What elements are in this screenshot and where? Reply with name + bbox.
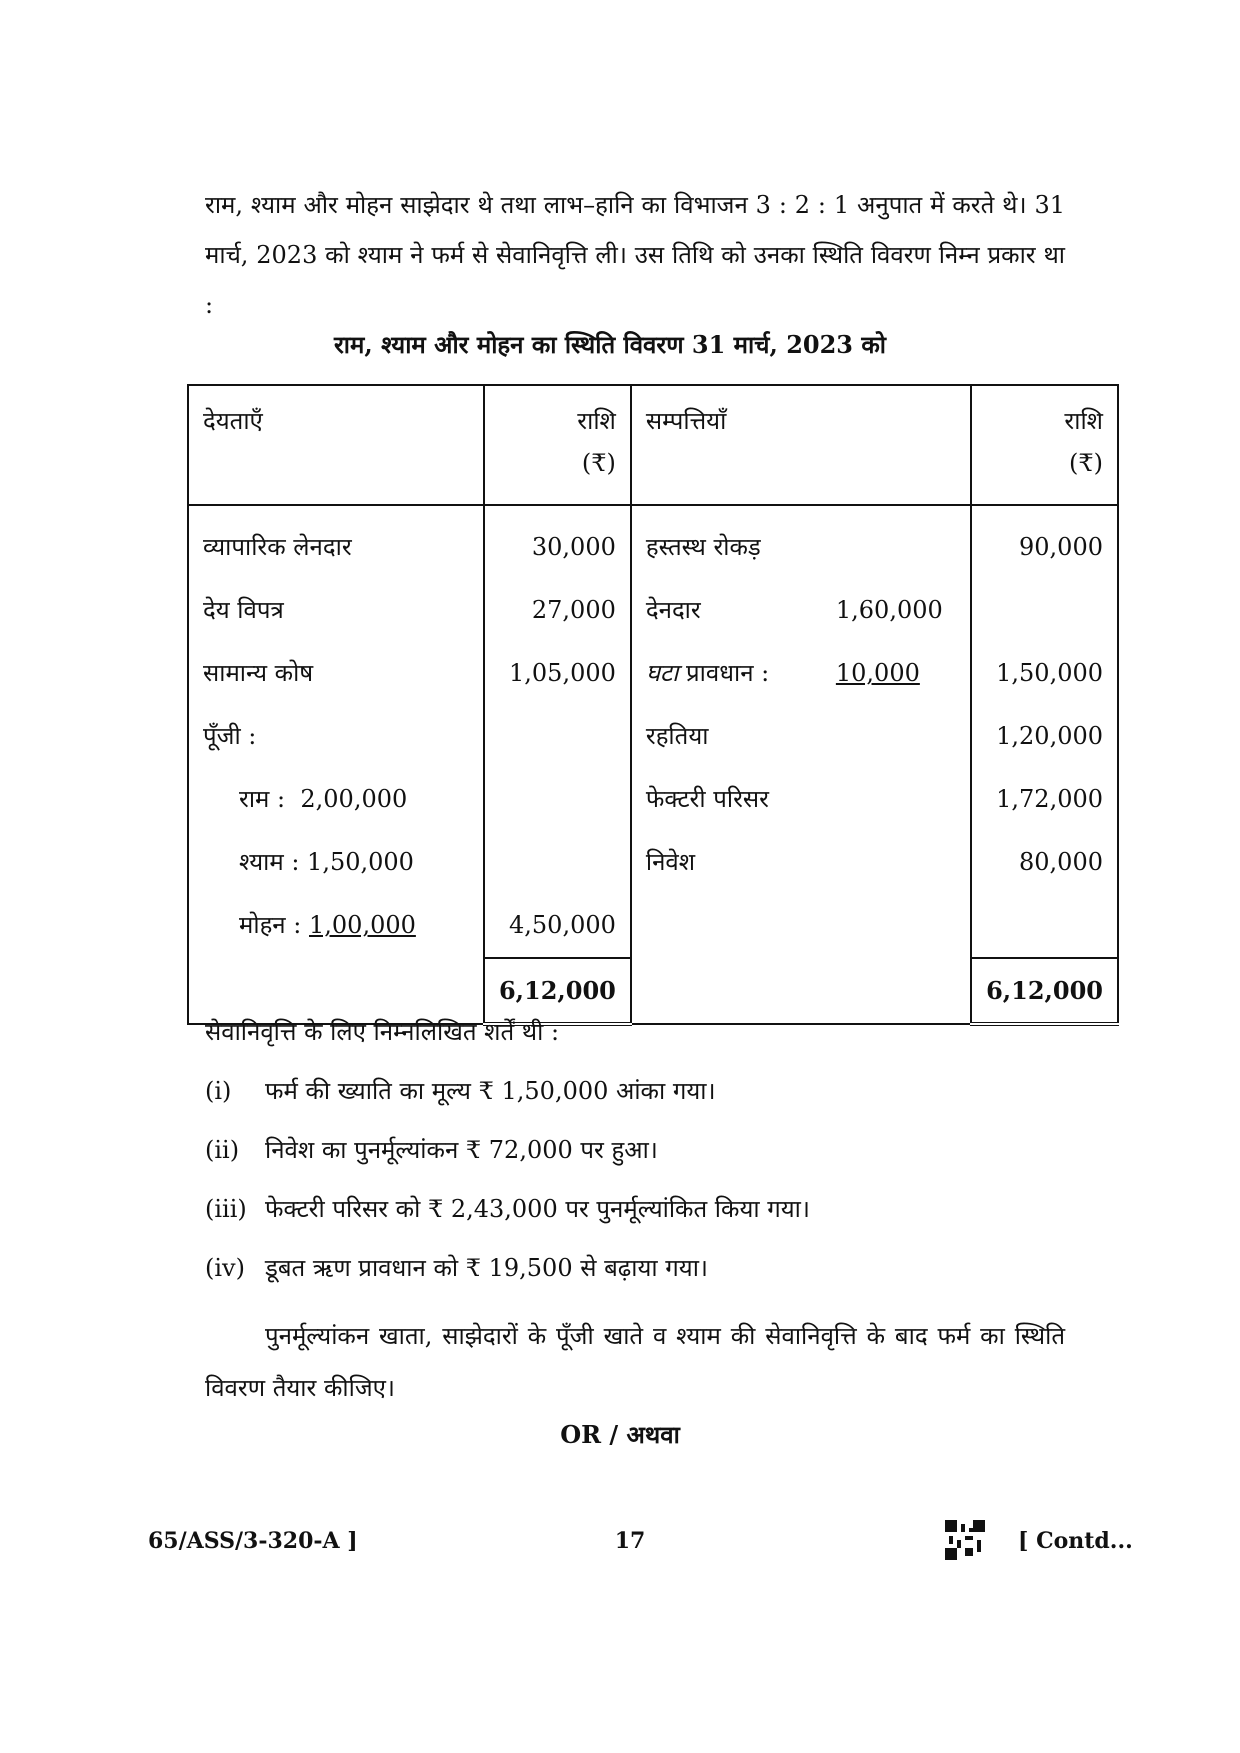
final-instruction: पुनर्मूल्यांकन खाता, साझेदारों के पूँजी खाते व श्याम की सेवानिवृत्ति के बाद फर्म का स्थिति विवरण तैयार कीजिए। bbox=[205, 1322, 1065, 1402]
continued-label: [ Contd... bbox=[1018, 1528, 1133, 1554]
total-assets: 6,12,000 bbox=[971, 958, 1118, 1024]
question-intro: राम, श्याम और मोहन साझेदार थे तथा लाभ–हानि का विभाजन 3 : 2 : 1 अनुपात में करते थे। 31 मार्च, 2023 को श्याम ने फर्म से सेवानिवृत्ति ली। उस तिथि को उनका स्थिति विवरण निम्न प्रकार था : bbox=[205, 191, 1065, 319]
term-number: (ii) bbox=[205, 1136, 240, 1164]
asset-amount bbox=[971, 894, 1118, 958]
liability-amount: 30,000 bbox=[484, 505, 631, 579]
capital-cell bbox=[188, 894, 484, 958]
term-item bbox=[205, 1251, 708, 1284]
table-row bbox=[188, 505, 1118, 579]
term-text: फर्म की ख्याति का मूल्य ₹ 1,50,000 आंका गया। bbox=[265, 1077, 716, 1105]
partner-capital: 2,00,000 bbox=[300, 785, 408, 813]
asset-sub-amount: 1,60,000 bbox=[835, 596, 943, 624]
table-row bbox=[188, 768, 1118, 831]
capital-cell bbox=[188, 768, 484, 831]
balance-sheet-title: राम, श्याम और मोहन का स्थिति विवरण 31 मार्च, 2023 को bbox=[333, 330, 886, 359]
liability-amount bbox=[484, 768, 631, 831]
asset-cell bbox=[631, 579, 971, 642]
term-item bbox=[205, 1074, 716, 1107]
term-text: फेक्टरी परिसर को ₹ 2,43,000 पर पुनर्मूल्यांकित किया गया। bbox=[265, 1195, 810, 1223]
paper-code: 65/ASS/3-320-A ] bbox=[148, 1528, 358, 1554]
asset-amount: 1,72,000 bbox=[971, 768, 1118, 831]
liability-label: व्यापारिक लेनदार bbox=[188, 505, 484, 579]
asset-amount: 1,50,000 bbox=[971, 642, 1118, 705]
table-row bbox=[188, 642, 1118, 705]
liability-amount: 1,05,000 bbox=[484, 642, 631, 705]
asset-label: निवेश bbox=[631, 831, 971, 894]
assets-amount-header: राशि (₹) bbox=[971, 385, 1118, 505]
partner-capital: 1,50,000 bbox=[307, 848, 414, 876]
less-label: घटा bbox=[645, 659, 679, 687]
liability-label: पूँजी : bbox=[188, 705, 484, 768]
term-text: निवेश का पुनर्मूल्यांकन ₹ 72,000 पर हुआ। bbox=[265, 1136, 658, 1164]
total-liabilities: 6,12,000 bbox=[484, 958, 631, 1024]
liability-amount: 4,50,000 bbox=[484, 894, 631, 958]
partner-name: मोहन : bbox=[239, 911, 302, 939]
term-number: (iii) bbox=[205, 1195, 247, 1223]
asset-amount: 1,20,000 bbox=[971, 705, 1118, 768]
asset-label bbox=[631, 894, 971, 958]
term-item bbox=[205, 1192, 810, 1225]
terms-heading: सेवानिवृत्ति के लिए निम्नलिखित शर्तें थी : bbox=[205, 1018, 560, 1046]
or-separator: OR / अथवा bbox=[560, 1420, 680, 1449]
assets-header: सम्पत्तियाँ bbox=[631, 385, 971, 505]
qr-code-icon bbox=[945, 1520, 985, 1560]
asset-amount bbox=[971, 579, 1118, 642]
page-number: 17 bbox=[614, 1528, 646, 1554]
partner-name: श्याम : bbox=[239, 848, 300, 876]
liabilities-amount-header: राशि (₹) bbox=[484, 385, 631, 505]
term-number: (i) bbox=[205, 1077, 232, 1105]
table-row bbox=[188, 831, 1118, 894]
table-row bbox=[188, 894, 1118, 958]
asset-label: हस्तस्थ रोकड़ bbox=[631, 505, 971, 579]
capital-cell bbox=[188, 831, 484, 894]
asset-label: रहतिया bbox=[631, 705, 971, 768]
asset-sub-amount: 10,000 bbox=[835, 659, 920, 687]
liabilities-header: देयताएँ bbox=[188, 385, 484, 505]
liability-amount: 27,000 bbox=[484, 579, 631, 642]
table-header-row bbox=[188, 385, 1118, 505]
asset-cell bbox=[631, 642, 971, 705]
liability-label: देय विपत्र bbox=[188, 579, 484, 642]
term-item bbox=[205, 1133, 658, 1166]
asset-amount: 80,000 bbox=[971, 831, 1118, 894]
term-text: डूबत ऋण प्रावधान को ₹ 19,500 से बढ़ाया गया। bbox=[265, 1254, 709, 1282]
asset-label: फेक्टरी परिसर bbox=[631, 768, 971, 831]
asset-label: देनदार bbox=[645, 596, 701, 624]
asset-label: प्रावधान : bbox=[686, 659, 770, 687]
table-row bbox=[188, 579, 1118, 642]
balance-sheet-table bbox=[187, 384, 1119, 1026]
liability-label: सामान्य कोष bbox=[188, 642, 484, 705]
table-row bbox=[188, 705, 1118, 768]
liability-amount bbox=[484, 705, 631, 768]
partner-capital: 1,00,000 bbox=[309, 911, 416, 939]
asset-amount: 90,000 bbox=[971, 505, 1118, 579]
term-number: (iv) bbox=[205, 1254, 245, 1282]
liability-amount bbox=[484, 831, 631, 894]
partner-name: राम : bbox=[239, 785, 286, 813]
